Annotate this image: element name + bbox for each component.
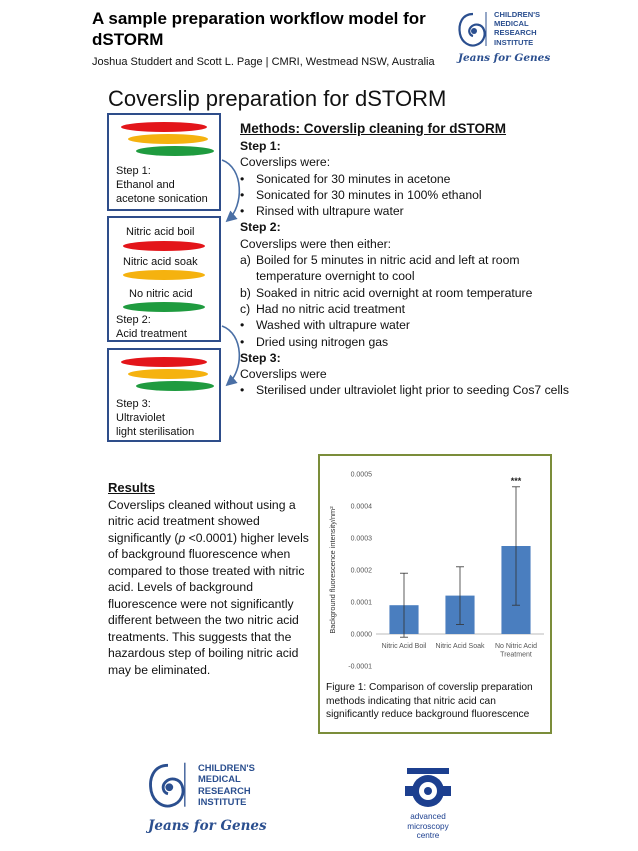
- cmri-line3: RESEARCH: [494, 28, 537, 38]
- step2-line2: Acid treatment: [116, 328, 187, 340]
- cmri-line3: RESEARCH: [198, 784, 251, 796]
- results-section: [108, 480, 313, 678]
- list-item-text: Rinsed with ultrapure water: [256, 204, 404, 219]
- step2-line1: Step 2:: [116, 314, 151, 326]
- cmri-line4: INSTITUTE: [494, 37, 534, 47]
- amc-text: [396, 812, 460, 841]
- bullet: •: [240, 318, 245, 333]
- arrow-step2-to-step3: [222, 326, 239, 384]
- list-item-text: Soaked in nitric acid overnight at room temperature: [256, 285, 533, 300]
- y-tick-label: 0.0005: [350, 471, 372, 479]
- y-tick-label: -0.0001: [348, 663, 372, 671]
- step3-line1: Step 3:: [116, 398, 151, 410]
- step1-label: [116, 164, 208, 206]
- y-tick-label: 0.0001: [350, 599, 372, 607]
- step3-label: [116, 397, 194, 439]
- list-item-text: Sonicated for 30 minutes in acetone: [256, 171, 451, 186]
- cmri-line1: CHILDREN'S: [494, 10, 541, 19]
- coverslip-green: [136, 146, 214, 156]
- step1-line2: Ethanol and: [116, 179, 175, 191]
- y-tick-label: 0.0003: [350, 535, 372, 543]
- step3-line2: Ultraviolet: [116, 412, 165, 424]
- list-item-text: Had no nitric acid treatment: [256, 301, 406, 316]
- arrow-step1-to-step2: [222, 160, 239, 220]
- list-item-text: Dried using nitrogen gas: [256, 334, 389, 349]
- step3-line3: light sterilisation: [116, 426, 195, 438]
- bullet: •: [240, 204, 245, 219]
- list-item: [240, 203, 580, 219]
- bullet: •: [240, 187, 245, 202]
- methods-section: [240, 120, 580, 399]
- list-item: [240, 301, 580, 317]
- x-tick-label: No Nitric Acid: [494, 643, 538, 650]
- y-tick-label: 0.0000: [350, 631, 372, 639]
- methods-step1-intro: Coverslips were:: [240, 155, 331, 170]
- x-tick-label: Nitric Acid Soak: [435, 643, 485, 650]
- step1-line1: Step 1:: [116, 165, 151, 177]
- poster-title: A sample preparation workflow model for dSTORM: [92, 9, 426, 49]
- no-nitric-acid-label: No nitric acid: [129, 288, 193, 300]
- significance-annotation: ***: [510, 475, 522, 486]
- list-marker: c): [240, 301, 251, 316]
- methods-step3-heading: Step 3:: [240, 350, 281, 365]
- coverslip-soak: [123, 270, 205, 280]
- methods-step3-intro: Coverslips were: [240, 367, 327, 382]
- list-item-text: Boiled for 5 minutes in nitric acid and left at room temperature overnight to cool: [256, 253, 520, 284]
- amc-line1: advanced: [410, 812, 446, 821]
- methods-step2-intro: Coverslips were then either:: [240, 236, 392, 251]
- list-item: [240, 334, 580, 350]
- methods-title: Methods: Coverslip cleaning for dSTORM: [240, 121, 507, 136]
- list-item: [240, 317, 580, 333]
- list-marker: a): [240, 253, 251, 268]
- list-item: [240, 252, 580, 285]
- step2-label: [116, 313, 187, 341]
- coverslip-boil: [123, 241, 205, 251]
- cmri-emblem-icon: [456, 10, 490, 50]
- section-title: Coverslip preparation for dSTORM: [108, 86, 447, 111]
- coverslip-none: [123, 302, 205, 312]
- methods-step2-heading: Step 2:: [240, 220, 281, 235]
- cmri-line4: INSTITUTE: [198, 796, 247, 808]
- figure-caption: Figure 1: Comparison of coverslip preparation methods indicating that nitric acid can significantly reduce background fluorescence: [326, 682, 533, 720]
- results-text-2: <0.0001) higher levels of background fluorescence when compared to those treated with nitric acid. Levels of background fluorescence were not significantly different between the two nitric acid treatments. This suggests that the hazardous step of boiling nitric acid may be eliminated.: [108, 530, 309, 677]
- results-paragraph: [108, 497, 313, 679]
- amc-logo: [396, 766, 460, 842]
- results-text-1: Coverslips cleaned without using a nitric acid treatment showed significantly (: [108, 497, 296, 545]
- x-tick-label: Treatment: [500, 651, 532, 659]
- list-item: [240, 187, 580, 203]
- x-tick-label: Nitric Acid Boil: [381, 643, 427, 650]
- coverslip-green-3: [136, 381, 214, 391]
- y-tick-label: 0.0002: [350, 567, 372, 575]
- amc-line3: centre: [416, 831, 440, 841]
- y-tick-label: 0.0004: [350, 503, 372, 511]
- bullet: •: [240, 383, 245, 398]
- cmri-emblem-icon: [146, 760, 190, 812]
- jeans-for-genes-text: Jeans for Genes: [148, 818, 267, 834]
- bar-chart: [322, 460, 548, 672]
- cmri-logo-bottom: [146, 756, 276, 840]
- nitric-acid-soak-label: Nitric acid soak: [123, 256, 198, 268]
- cmri-line2: MEDICAL: [494, 19, 529, 29]
- list-item-text: Washed with ultrapure water: [256, 318, 410, 333]
- coverslip-yellow-3: [128, 369, 208, 379]
- list-item-text: Sterilised under ultraviolet light prior to seeding Cos7 cells: [256, 383, 569, 398]
- list-item: [240, 285, 580, 301]
- cmri-line1: CHILDREN'S: [198, 762, 255, 773]
- cmri-logo-top: [456, 6, 556, 70]
- nitric-acid-boil-label: Nitric acid boil: [126, 226, 195, 238]
- coverslip-red-3: [121, 357, 207, 367]
- list-item: [240, 171, 580, 187]
- results-p-italic: p: [178, 530, 186, 545]
- step1-line3: acetone sonication: [116, 193, 208, 205]
- cmri-line2: MEDICAL: [198, 773, 241, 785]
- authors-line: Joshua Studdert and Scott L. Page | CMRI, Westmead NSW, Australia: [92, 56, 435, 68]
- jeans-for-genes-text: Jeans for Genes: [458, 52, 551, 64]
- list-marker: b): [240, 285, 251, 300]
- bullet: •: [240, 171, 245, 186]
- amc-line2: microscopy: [407, 821, 449, 831]
- amc-emblem-icon: [401, 766, 455, 810]
- bullet: •: [240, 334, 245, 349]
- methods-step1-heading: Step 1:: [240, 139, 281, 153]
- results-heading: Results: [108, 480, 155, 495]
- coverslip-red: [121, 122, 207, 132]
- coverslip-yellow: [128, 134, 208, 144]
- list-item-text: Sonicated for 30 minutes in 100% ethanol: [256, 187, 482, 202]
- y-axis-label: Background fluorescence intensity/nm²: [328, 506, 337, 634]
- list-item: [240, 382, 580, 398]
